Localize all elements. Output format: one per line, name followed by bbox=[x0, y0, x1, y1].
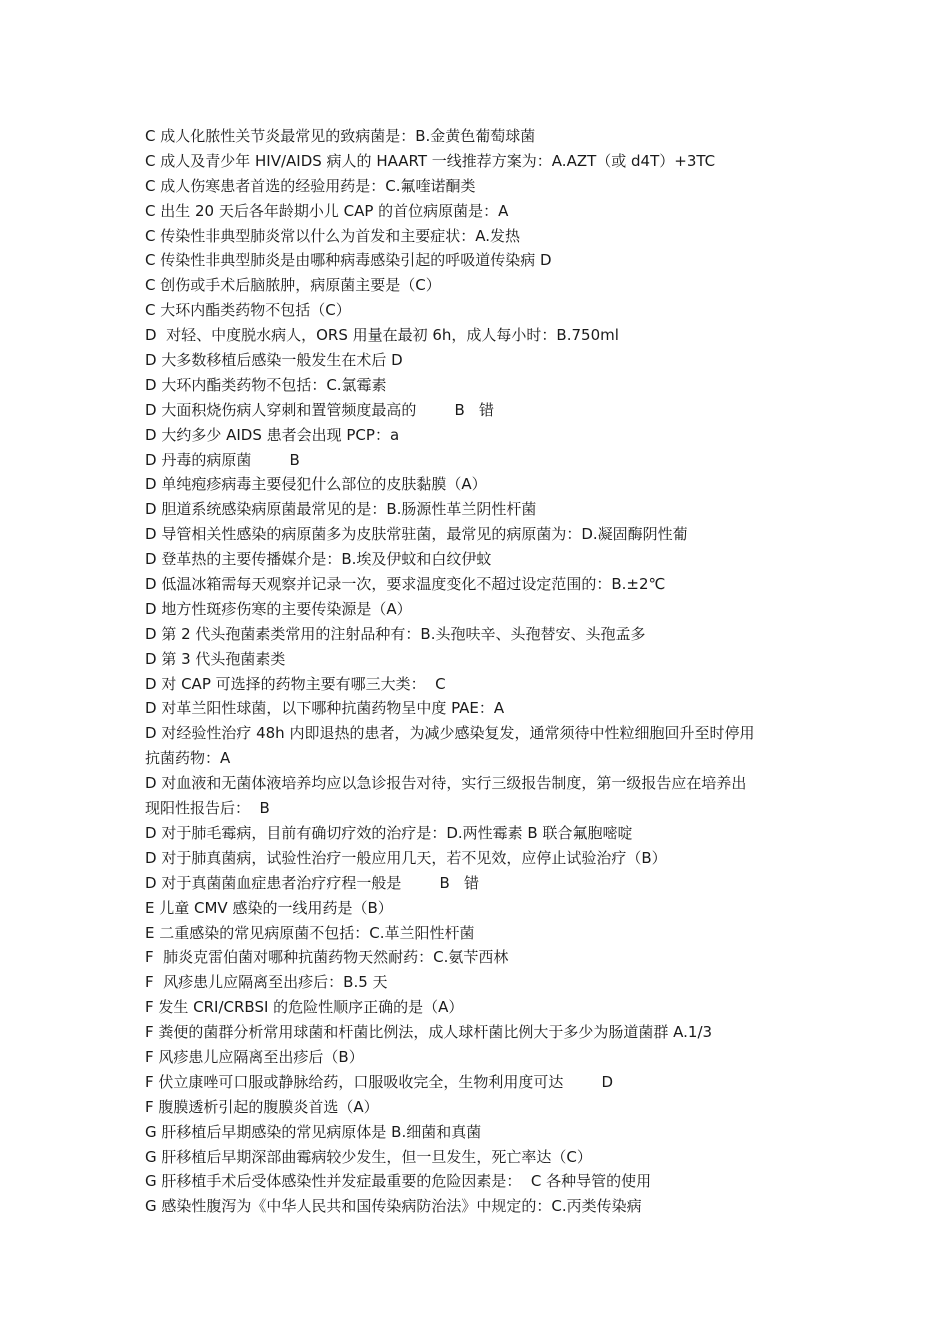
text-line: C 成人伤寒患者首选的经验用药是：C.氟喹诺酮类 bbox=[145, 176, 476, 195]
text-line: D 第 2 代头孢菌素类常用的注射品种有：B.头孢呋辛、头孢替安、头孢孟多 bbox=[145, 624, 646, 643]
text-line: C 出生 20 天后各年龄期小儿 CAP 的首位病原菌是：A bbox=[145, 201, 509, 220]
text-line: D 对于肺真菌病，试验性治疗一般应用几天，若不见效，应停止试验治疗（B） bbox=[145, 848, 667, 867]
text-line: D 低温冰箱需每天观察并记录一次，要求温度变化不超过设定范围的：B.±2℃ bbox=[145, 575, 666, 594]
text-line: D 对轻、中度脱水病人，ORS 用量在最初 6h，成人每小时：B.750ml bbox=[145, 326, 619, 345]
text-line: D 大约多少 AIDS 患者会出现 PCP：a bbox=[145, 425, 400, 444]
text-line: F 风疹患儿应隔离至出疹后：B.5 天 bbox=[145, 973, 388, 992]
text-line: F 风疹患儿应隔离至出疹后（B） bbox=[145, 1047, 364, 1066]
text-line: D 对经验性治疗 48h 内即退热的患者，为减少感染复发，通常须待中性粒细胞回升至时停用 bbox=[145, 724, 755, 743]
text-line: D 大面积烧伤病人穿刺和置管频度最高的 B 错 bbox=[145, 400, 495, 419]
text-line: F 发生 CRI/CRBSI 的危险性顺序正确的是（A） bbox=[145, 998, 464, 1017]
text-line: D 大环内酯类药物不包括：C.氯霉素 bbox=[145, 375, 387, 394]
text-line: C 传染性非典型肺炎常以什么为首发和主要症状：A.发热 bbox=[145, 226, 521, 245]
text-line: C 成人化脓性关节炎最常见的致病菌是：B.金黄色葡萄球菌 bbox=[145, 127, 536, 145]
text-line: D 地方性斑疹伤寒的主要传染源是（A） bbox=[145, 599, 412, 618]
text-line: D 第 3 代头孢菌素类 bbox=[145, 649, 286, 668]
text-line: G 肝移植后早期深部曲霉病较少发生，但一旦发生，死亡率达（C） bbox=[145, 1147, 592, 1166]
text-line: D 丹毒的病原菌 B bbox=[145, 450, 300, 469]
document-text-block bbox=[145, 124, 815, 1219]
text-line: C 成人及青少年 HIV/AIDS 病人的 HAART 一线推荐方案为：A.AZT（或 d4T）+3TC bbox=[145, 151, 716, 170]
text-line: D 大多数移植后感染一般发生在术后 D bbox=[145, 351, 403, 370]
text-line: D 单纯疱疹病毒主要侵犯什么部位的皮肤黏膜（A） bbox=[145, 475, 487, 494]
text-line: D 对 CAP 可选择的药物主要有哪三大类： C bbox=[145, 674, 446, 693]
text-line: F 伏立康唑可口服或静脉给药，口服吸收完全，生物利用度可达 D bbox=[145, 1072, 614, 1091]
text-line: C 创伤或手术后脑脓肿，病原菌主要是（C） bbox=[145, 276, 441, 295]
text-line: C 传染性非典型肺炎是由哪种病毒感染引起的呼吸道传染病 D bbox=[145, 251, 552, 270]
text-line: G 肝移植后早期感染的常见病原体是 B.细菌和真菌 bbox=[145, 1122, 482, 1141]
text-line: E 儿童 CMV 感染的一线用药是（B） bbox=[145, 898, 393, 917]
text-line: E 二重感染的常见病原菌不包括：C.革兰阳性杆菌 bbox=[145, 923, 475, 942]
text-line: D 对血液和无菌体液培养均应以急诊报告对待，实行三级报告制度，第一级报告应在培养出 bbox=[145, 774, 747, 793]
text-line: D 对于真菌菌血症患者治疗疗程一般是 B 错 bbox=[145, 873, 480, 892]
text-line: C 大环内酯类药物不包括（C） bbox=[145, 301, 351, 320]
text-line: D 对革兰阳性球菌，以下哪种抗菌药物呈中度 PAE：A bbox=[145, 699, 505, 718]
text-line: D 对于肺毛霉病，目前有确切疗效的治疗是：D.两性霉素 B 联合氟胞嘧啶 bbox=[145, 823, 633, 842]
text-line: 抗菌药物：A bbox=[145, 749, 231, 768]
text-line: G 肝移植手术后受体感染性并发症最重要的危险因素是： C 各种导管的使用 bbox=[145, 1172, 652, 1191]
text-line: F 腹膜透析引起的腹膜炎首选（A） bbox=[145, 1097, 379, 1116]
text-line: F 肺炎克雷伯菌对哪种抗菌药物天然耐药：C.氨苄西林 bbox=[145, 948, 509, 967]
text-line: D 胆道系统感染病原菌最常见的是：B.肠源性革兰阴性杆菌 bbox=[145, 500, 537, 519]
text-line: D 登革热的主要传播媒介是：B.埃及伊蚊和白纹伊蚊 bbox=[145, 550, 492, 569]
text-line: G 感染性腹泻为《中华人民共和国传染病防治法》中规定的：C.丙类传染病 bbox=[145, 1197, 642, 1216]
text-line: 现阳性报告后： B bbox=[145, 799, 270, 818]
text-line: F 粪便的菌群分析常用球菌和杆菌比例法，成人球杆菌比例大于多少为肠道菌群 A.1/3 bbox=[145, 1023, 713, 1042]
text-line: D 导管相关性感染的病原菌多为皮肤常驻菌，最常见的病原菌为：D.凝固酶阴性葡 bbox=[145, 525, 688, 544]
